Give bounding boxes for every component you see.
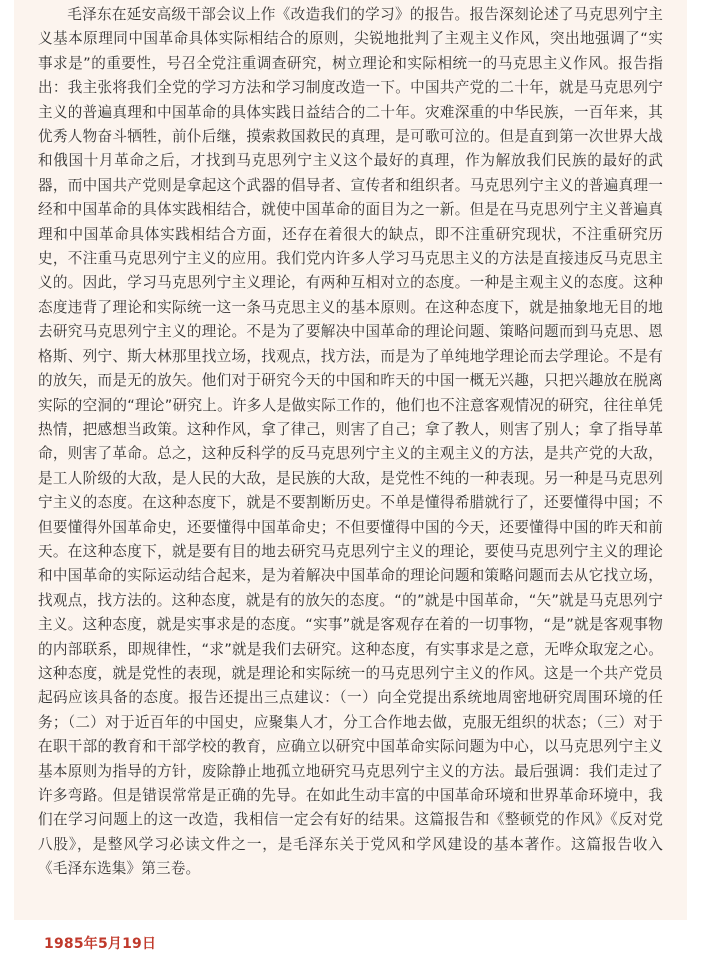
article-card: [14, 0, 687, 920]
article-body: 毛泽东在延安高级干部会议上作《改造我们的学习》的报告。报告深刻论述了马克思列宁主义基本原理同中国革命具体实际相结合的原则，尖锐地批判了主观主义作风，突出地强调了“实事求是”的重要性，号召全党注重调查研究，树立理论和实际相统一的马克思主义作风。报告指出：我主张将我们全党的学习方法和学习制度改造一下。中国共产党的二十年，就是马克思列宁主义的普遍真理和中国革命的具体实践日益结合的二十年。灾难深重的中华民族，一百年来，其优秀人物奋斗牺牲，前仆后继，摸索救国救民的真理，是可歌可泣的。但是直到第一次世界大战和俄国十月革命之后，才找到马克思列宁主义这个最好的真理，作为解放我们民族的最好的武器，而中国共产党则是拿起这个武器的倡导者、宣传者和组织者。马克思列宁主义的普遍真理一经和中国革命的具体实践相结合，就使中国革命的面目为之一新。但是在马克思列宁主义普遍真理和中国革命具体实践相结合方面，还存在着很大的缺点，即不注重研究现状，不注重研究历史，不注重马克思列宁主义的应用。我们党内许多人学习马克思主义的方法是直接违反马克思主义的。因此，学习马克思列宁主义理论，有两种互相对立的态度。一种是主观主义的态度。这种态度违背了理论和实际统一这一条马克思主义的基本原则。在这种态度下，就是抽象地无目的地去研究马克思列宁主义的理论。不是为了要解决中国革命的理论问题、策略问题而到马克思、恩格斯、列宁、斯大林那里找立场，找观点，找方法，而是为了单纯地学理论而去学理论。不是有的放矢，而是无的放矢。他们对于研究今天的中国和昨天的中国一概无兴趣，只把兴趣放在脱离实际的空洞的“理论”研究上。许多人是做实际工作的，他们也不注意客观情况的研究，往往单凭热情，把感想当政策。这种作风，拿了律己，则害了自己；拿了教人，则害了别人；拿了指导革命，则害了革命。总之，这种反科学的反马克思列宁主义的主观主义的方法，是共产党的大敌，是工人阶级的大敌，是人民的大敌，是民族的大敌，是党性不纯的一种表现。另一种是马克思列宁主义的态度。在这种态度下，就是不要割断历史。不单是懂得希腊就行了，还要懂得中国；不但要懂得外国革命史，还要懂得中国革命史；不但要懂得中国的今天，还要懂得中国的昨天和前天。在这种态度下，就是要有目的地去研究马克思列宁主义的理论，要使马克思列宁主义的理论和中国革命的实际运动结合起来，是为着解决中国革命的理论问题和策略问题而去从它找立场，找观点，找方法的。这种态度，就是有的放矢的态度。“的”就是中国革命，“矢”就是马克思列宁主义。这种态度，就是实事求是的态度。“实事”就是客观存在着的一切事物，“是”就是客观事物的内部联系，即规律性，“求”就是我们去研究。这种态度，有实事求是之意，无哗众取宠之心。这种态度，就是党性的表现，就是理论和实际统一的马克思列宁主义的作风。这是一个共产党员起码应该具备的态度。报告还提出三点建议：（一）向全党提出系统地周密地研究周围环境的任务；（二）对于近百年的中国史，应聚集人才，分工合作地去做，克服无组织的状态；（三）对于在职干部的教育和干部学校的教育，应确立以研究中国革命实际问题为中心，以马克思列宁主义基本原则为指导的方针，废除静止地孤立地研究马克思列宁主义的方法。最后强调：我们走过了许多弯路。但是错误常常是正确的先导。在如此生动丰富的中国革命环境和世界革命环境中，我们在学习问题上的这一改造，我相信一定会有好的结果。这篇报告和《整顿党的作风》《反对党八股》，是整风学习必读文件之一，是毛泽东关于党风和学风建设的基本著作。这篇报告收入《毛泽东选集》第三卷。: [38, 6, 663, 878]
entry-date-heading: 1985年5月19日: [44, 936, 157, 952]
